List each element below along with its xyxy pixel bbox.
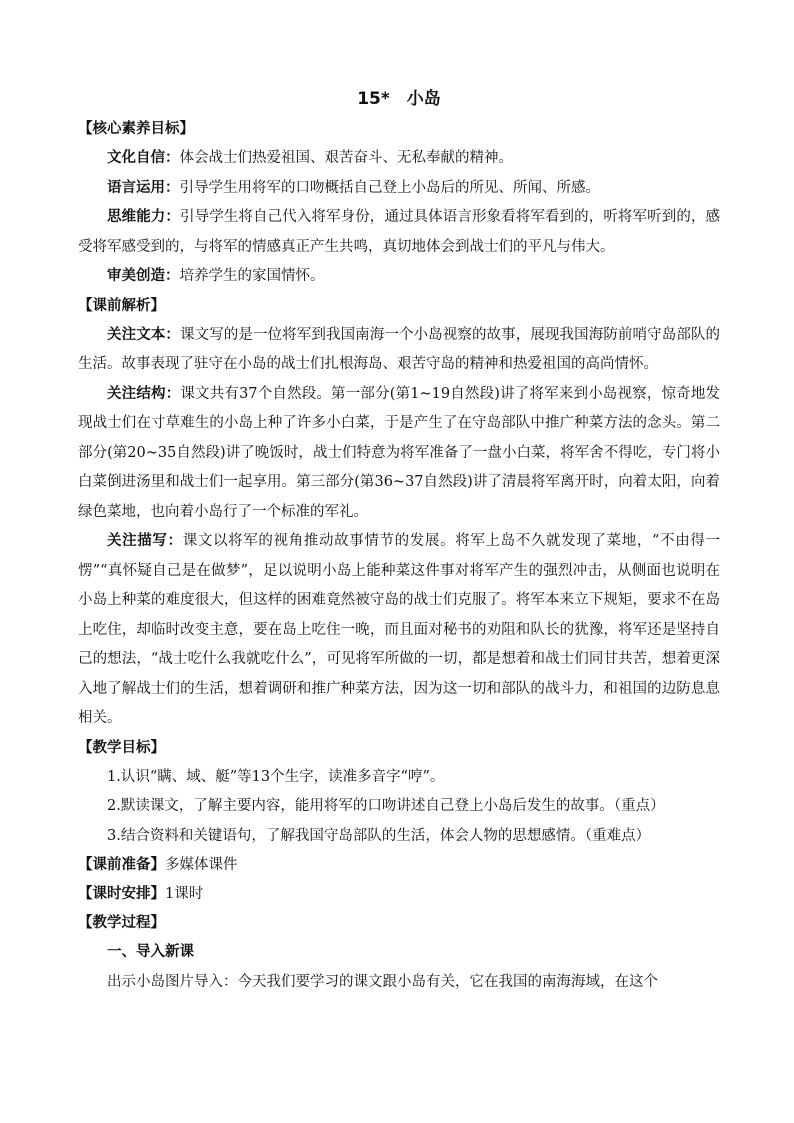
core-goal-culture	[78, 144, 720, 174]
teaching-goal-item: 2.默读课文，了解主要内容，能用将军的口吻讲述自己登上小岛后发生的故事。（重点）	[107, 798, 665, 814]
analysis-description	[78, 527, 720, 734]
analysis-label: 关注文本：	[107, 326, 180, 343]
section-heading: 一、导入新课	[107, 944, 194, 960]
core-goal-label: 文化自信：	[107, 150, 180, 166]
teaching-goal-item: 3.结合资料和关键语句，了解我国守岛部队的生活，体会人物的思想感情。（重难点）	[107, 827, 651, 844]
teaching-goals-heading: 【教学目标】	[78, 739, 165, 756]
analysis-structure	[78, 380, 720, 528]
core-goal-label: 思维能力：	[107, 209, 180, 225]
core-goals-heading: 【核心素养目标】	[78, 121, 194, 137]
core-goal-text: 引导学生用将军的口吻概括自己登上小岛后的所见、所闻、所感。	[179, 179, 600, 196]
document-page	[78, 84, 720, 997]
analysis-text	[78, 321, 720, 380]
prep-text: 多媒体课件	[165, 857, 238, 873]
core-goal-label: 语言运用：	[107, 179, 180, 196]
intro-paragraph: 出示小岛图片导入：今天我们要学习的课文跟小岛有关，它在我国的南海海域，在这个	[107, 973, 658, 990]
analysis-label: 关注结构：	[107, 385, 181, 402]
analysis-label: 关注描写：	[107, 533, 183, 549]
process-heading: 【教学过程】	[78, 915, 165, 931]
core-goal-text: 体会战士们热爱祖国、艰苦奋斗、无私奉献的精神。	[179, 150, 513, 166]
schedule-text: 1课时	[165, 886, 204, 902]
analysis-body: 课文共有37个自然段。第一部分(第1~19自然段)讲了将军来到小岛视察，惊奇地发现战士们在寸草难生的小岛上种了许多小白菜，于是产生了在守岛部队中推广种菜方法的念头。第二部分(第20~35自然段)讲了晚饭时，战士们特意为将军准备了一盘小白菜，将军舍不得吃，专门将小白菜倒进汤里和战士们一起享用。第三部分(第36~37自然段)讲了清晨将军离开时，向着太阳，向着绿色菜地，也向着小岛行了一个标准的军礼。	[78, 385, 721, 520]
teaching-goal-item: 1.认识“瞒、域、艇”等13个生字，读准多音字“哼”。	[107, 768, 445, 785]
core-goal-language	[78, 174, 720, 204]
analysis-body: 课文以将军的视角推动故事情节的发展。将军上岛不久就发现了菜地，“不由得一愣”“真怀疑自己是在做梦”，足以说明小岛上能种菜这件事对将军产生的强烈冲击，从侧面也说明在小岛上种菜的难度很大，但这样的困难竟然被守岛的战士们克服了。将军本来立下规矩，要求不在岛上吃住，却临时改变主意，要在岛上吃住一晚，而且面对秘书的劝阻和队长的犹豫，将军还是坚持自己的想法，“战士吃什么我就吃什么”，可见将军所做的一切，都是想着和战士们同甘共苦，想着更深入地了解战士们的生活，想着调研和推广种菜方法，因为这一切和部队的战斗力，和祖国的边防息息相关。	[78, 533, 720, 726]
core-goal-thinking	[78, 203, 720, 262]
prep-row	[78, 851, 720, 880]
analysis-heading: 【课前解析】	[78, 297, 165, 314]
core-goal-text: 引导学生将自己代入将军身份，通过具体语言形象看将军看到的，听将军听到的，感受将军感受到的，与将军的情感真正产生共鸣，真切地体会到战士们的平凡与伟大。	[78, 209, 721, 255]
core-goal-text: 培养学生的家国情怀。	[179, 268, 325, 284]
core-goal-aesthetic	[78, 262, 720, 292]
prep-heading: 【课前准备】	[78, 857, 165, 873]
analysis-body: 课文写的是一位将军到我国南海一个小岛视察的故事，展现我国海防前哨守岛部队的生活。故事表现了驻守在小岛的战士们扎根海岛、艰苦守岛的精神和热爱祖国的高尚情怀。	[78, 326, 721, 372]
lesson-title: 15* 小岛	[357, 89, 441, 109]
schedule-row	[78, 880, 720, 909]
schedule-heading: 【课时安排】	[78, 886, 165, 902]
core-goal-label: 审美创造：	[107, 268, 180, 284]
